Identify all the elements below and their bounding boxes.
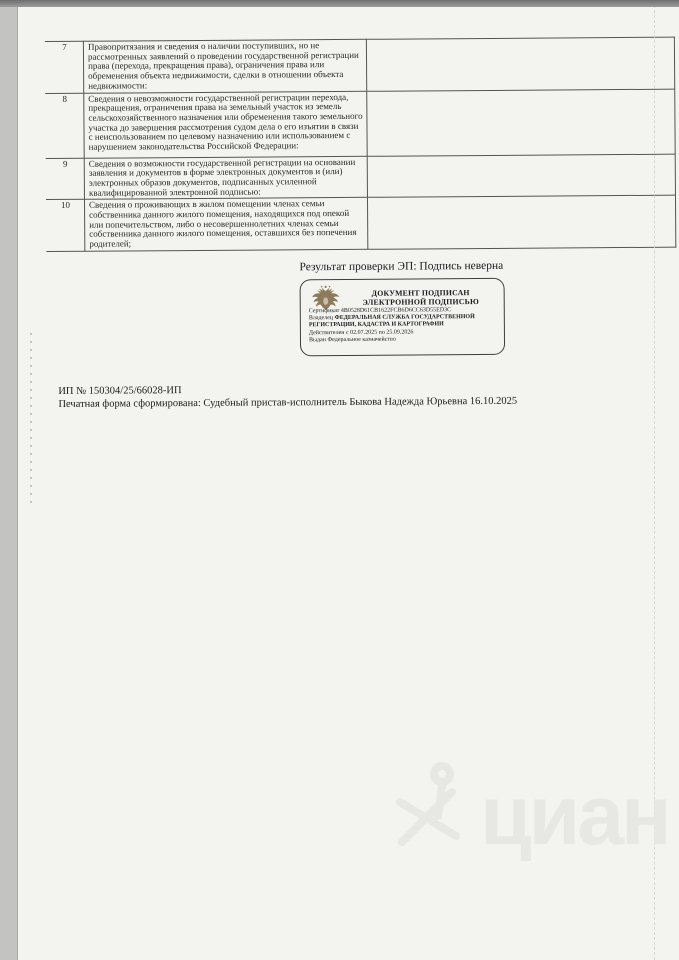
table-row [45, 89, 675, 158]
row-number-cell: 7 [45, 41, 84, 93]
page-fold-line [654, 0, 655, 960]
row-description-cell: Сведения о невозможности государственной регистрации перехода, прекращения, ограничения права на земельный участок из земель сельскохозяйственного назначения или обременения такого земельного участка до завершения рассмотрения судом дела о его изъятии в связи с неиспользованием по целевому назначению или использованием с нарушением законодательства Российской Федерации: [84, 91, 367, 158]
stamp-details [309, 307, 499, 344]
row-number-cell: 8 [45, 93, 84, 158]
issued-line: Выдан Федеральное казначейство [308, 336, 396, 344]
row-value-cell [366, 37, 674, 91]
row-number-cell: 9 [46, 158, 85, 200]
certificate-value: 4B0528D61CB1622FCB6D6CC63D55ED3C [340, 307, 452, 314]
row-value-cell [367, 195, 675, 249]
row-description-cell: Сведения о возможности государственной регистрации на основании заявления и документов в форме электронных документов и (или) электронных образов документов, подписанных усиленной квалифицированной электронной подписью: [84, 156, 367, 200]
stamp-title-line2: ЭЛЕКТРОННОЙ ПОДПИСЬЮ [362, 297, 479, 308]
scan-edge-top [0, 0, 679, 7]
enforcement-case-number: ИП № 150304/25/66028-ИП [58, 385, 182, 397]
table-row [46, 154, 676, 200]
stamp-title-line1: ДОКУМЕНТ ПОДПИСАН [371, 288, 470, 298]
owner-value: ФЕДЕРАЛЬНАЯ СЛУЖБА ГОСУДАРСТВЕННОЙ РЕГИСТРАЦИИ, КАДАСТРА И КАРТОГРАФИИ [308, 314, 475, 329]
row-value-cell [367, 154, 675, 198]
scan-edge-left [0, 0, 18, 960]
certificate-label: Сертификат [308, 308, 340, 315]
owner-label: Владелец [308, 315, 334, 322]
row-description-cell: Правопритязания и сведения о наличии поступивших, но не рассмотренных заявлений о проведении государственной регистрации права (перехода, прекращения права), ограничения права или обременения объекта недвижимости, сделки в отношении объекта недвижимости: [83, 39, 366, 92]
owner-line [309, 314, 499, 330]
table-row [46, 195, 676, 251]
validity-line: Действителен с 02.07.2025 по 25.09.2026 [308, 329, 414, 336]
row-value-cell [367, 89, 675, 156]
scan-edge-artifacts [30, 333, 32, 505]
registry-table [45, 37, 676, 252]
cian-watermark-text: циан [480, 768, 669, 862]
row-description-cell: Сведения о проживающих в жилом помещении членах семьи собственника данного жилого помещения, находящихся под опекой или попечительством, либо о несовершеннолетних членах семьи собственника данного жилого помещения, оставшихся без попечения родителей; [84, 198, 367, 251]
electronic-signature-stamp [300, 278, 506, 356]
form-generated-line: Печатная форма сформирована: Судебный пристав-исполнитель Быкова Надежда Юрьевна 16.10.2025 [58, 395, 518, 410]
row-number-cell: 10 [46, 200, 85, 252]
stamp-title [345, 288, 497, 308]
signature-check-result: Результат проверки ЭП: Подпись неверна [299, 259, 504, 274]
table-row [45, 37, 675, 93]
